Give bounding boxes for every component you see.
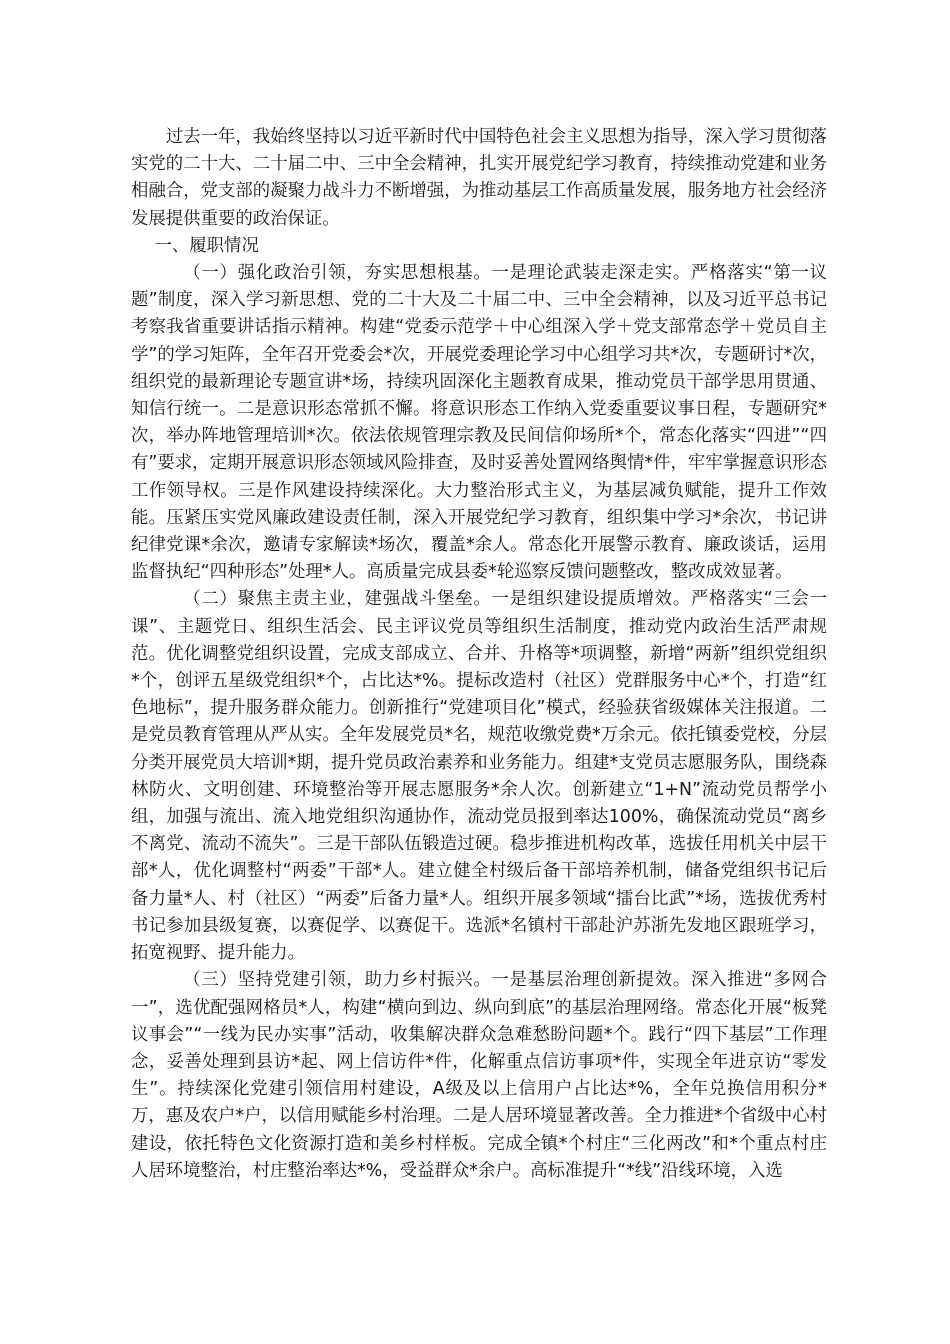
document-page bbox=[131, 124, 827, 1185]
section-heading: 一、履职情况 bbox=[154, 235, 259, 256]
paragraph-core-duties: （二）聚焦主责主业，建强战斗堡垒。一是组织建设提质增效。严格落实“三会一课”、主题党日、组织生活会、民主评议党员等组织生活制度，推动党内政治生活严肃规范。优化调整党组织设置，完成支部成立、合并、升格等*项调整，新增“两新”组织党组织*个，创评五星级党组织*个，占比达*%。提标改造村（社区）党群服务中心*个，打造“红色地标”，提升服务群众能力。创新推行“党建项目化”模式，经验获省级媒体关注报道。二是党员教育管理从严从实。全年发展党员*名，规范收缴党费*万余元。依托镇委党校，分层分类开展党员大培训*期，提升党员政治素养和业务能力。组建*支党员志愿服务队，围绕森林防火、文明创建、环境整治等开展志愿服务*余人次。创新建立“1+N”流动党员帮学小组，加强与流出、流入地党组织沟通协作，流动党员报到率达100%，确保流动党员“离乡不离党、流动不流失”。三是干部队伍锻造过硬。稳步推进机构改革，选拔任用机关中层干部*人，优化调整村“两委”干部*人。建立健全村级后备干部培养机制，储备党组织书记后备力量*人、村（社区）“两委”后备力量*人。组织开展多领域“擂台比武”*场，选拔优秀村书记参加县级复赛，以赛促学、以赛促干。选派*名镇村干部赴沪苏浙先发地区跟班学习，拓宽视野、提升能力。 bbox=[131, 589, 827, 964]
paragraph-political-guidance: （一）强化政治引领，夯实思想根基。一是理论武装走深走实。严格落实“第一议题”制度，深入学习新思想、党的二十大及二十届二中、三中全会精神，以及习近平总书记考察我省重要讲话指示精神。构建“党委示范学＋中心组深入学＋党支部常态学＋党员自主学”的学习矩阵，全年召开党委会*次，开展党委理论学习中心组学习共*次，专题研讨*次，组织党的最新理论专题宣讲*场，持续巩固深化主题教育成果，推动党员干部学思用贯通、知信行统一。二是意识形态常抓不懈。将意识形态工作纳入党委重要议事日程，专题研究*次，举办阵地管理培训*次。依法依规管理宗教及民间信仰场所*个，常态化落实“四进”“四有”要求，定期开展意识形态领域风险排查，及时妥善处置网络舆情*件，牢牢掌握意识形态工作领导权。三是作风建设持续深化。大力整治形式主义，为基层减负赋能，提升工作效能。压紧压实党风廉政建设责任制，深入开展党纪学习教育，组织集中学习*余次，书记讲纪律党课*余次，邀请专家解读*场次，覆盖*余人。常态化开展警示教育、廉政谈话，运用监督执纪“四种形态”处理*人。高质量完成县委*轮巡察反馈问题整改，整改成效显著。 bbox=[131, 263, 827, 583]
intro-paragraph: 过去一年，我始终坚持以习近平新时代中国特色社会主义思想为指导，深入学习贯彻落实党的二十大、二十届二中、三中全会精神，扎实开展党纪学习教育，持续推动党建和业务相融合，党支部的凝聚力战斗力不断增强，为推动基层工作高质量发展，服务地方社会经济发展提供重要的政治保证。 bbox=[131, 127, 827, 229]
paragraph-rural-revitalization: （三）坚持党建引领，助力乡村振兴。一是基层治理创新提效。深入推进“多网合一”，选优配强网格员*人，构建“横向到边、纵向到底”的基层治理网络。常态化开展“板凳议事会”“一线为民办实事”活动，收集解决群众急难愁盼问题*个。践行“四下基层”工作理念，妥善处理到县访*起、网上信访件*件，化解重点信访事项*件，实现全年进京访“零发生”。持续深化党建引领信用村建设，A级及以上信用户占比达*%，全年兑换信用积分*万，惠及农户*户，以信用赋能乡村治理。二是人居环境显著改善。全力推进*个省级中心村建设，依托特色文化资源打造和美乡村样板。完成全镇*个村庄“三化两改”和*个重点村庄人居环境整治，村庄整治率达*%，受益群众*余户。高标准提升“*线”沿线环境，入选 bbox=[131, 970, 827, 1181]
